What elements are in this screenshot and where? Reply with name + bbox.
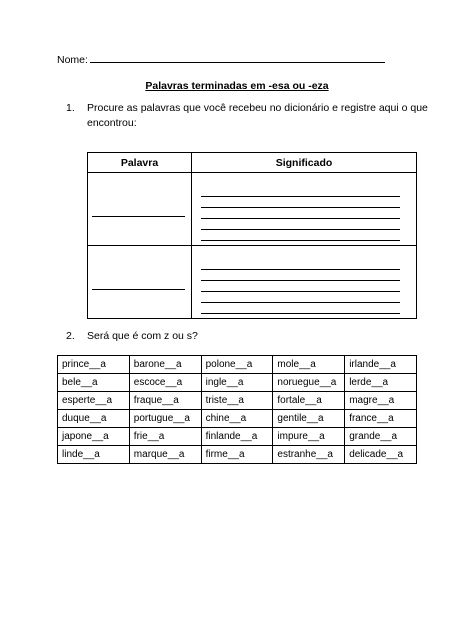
word-cell[interactable]: barone__a	[129, 356, 201, 374]
word-cell[interactable]: irlande__a	[345, 356, 417, 374]
word-cell[interactable]: fraque__a	[129, 392, 201, 410]
column-header-significado: Significado	[192, 153, 417, 173]
word-cell[interactable]: escoce__a	[129, 374, 201, 392]
word-cell[interactable]: gentile__a	[273, 410, 345, 428]
question-2-text: Será que é com z ou s?	[87, 330, 198, 342]
table-row	[58, 446, 417, 464]
word-cell[interactable]: grande__a	[345, 428, 417, 446]
words-table	[57, 355, 417, 464]
word-cell[interactable]: frie__a	[129, 428, 201, 446]
name-blank[interactable]	[90, 53, 385, 63]
word-cell[interactable]: firme__a	[201, 446, 273, 464]
word-cell[interactable]	[88, 173, 192, 246]
word-cell[interactable]: prince__a	[58, 356, 130, 374]
word-cell[interactable]: esperte__a	[58, 392, 130, 410]
word-cell[interactable]: triste__a	[201, 392, 273, 410]
meaning-lines	[201, 186, 400, 241]
meaning-lines	[201, 259, 400, 314]
meaning-row	[88, 246, 417, 319]
table-row	[58, 410, 417, 428]
word-cell[interactable]: ingle__a	[201, 374, 273, 392]
name-label: Nome:	[57, 54, 88, 66]
word-cell[interactable]: mole__a	[273, 356, 345, 374]
question-1	[66, 101, 426, 133]
question-1-text-line1: Procure as palavras que você recebeu no dicionário e registre aqui o que	[87, 102, 428, 114]
word-cell[interactable]: portugue__a	[129, 410, 201, 428]
word-cell[interactable]: impure__a	[273, 428, 345, 446]
question-1-number: 1.	[66, 102, 75, 114]
word-cell[interactable]: bele__a	[58, 374, 130, 392]
word-cell[interactable]: noruegue__a	[273, 374, 345, 392]
word-cell[interactable]: lerde__a	[345, 374, 417, 392]
word-cell[interactable]: estranhe__a	[273, 446, 345, 464]
meaning-cell[interactable]	[192, 246, 417, 319]
question-2-number: 2.	[66, 330, 75, 342]
word-cell[interactable]: japone__a	[58, 428, 130, 446]
word-blank	[92, 289, 185, 290]
word-cell[interactable]: fortale__a	[273, 392, 345, 410]
question-1-text-line2: encontrou:	[87, 117, 137, 129]
word-cell[interactable]: finlande__a	[201, 428, 273, 446]
word-cell[interactable]: polone__a	[201, 356, 273, 374]
table-row	[58, 428, 417, 446]
table-row	[58, 374, 417, 392]
word-cell[interactable]: magre__a	[345, 392, 417, 410]
word-cell[interactable]: linde__a	[58, 446, 130, 464]
table-row	[58, 392, 417, 410]
word-blank	[92, 216, 185, 217]
worksheet-title: Palavras terminadas em -esa ou -eza	[145, 80, 329, 92]
meaning-table	[87, 152, 417, 319]
word-cell[interactable]: duque__a	[58, 410, 130, 428]
word-cell[interactable]: marque__a	[129, 446, 201, 464]
meaning-row	[88, 173, 417, 246]
word-cell[interactable]: france__a	[345, 410, 417, 428]
column-header-palavra: Palavra	[88, 153, 192, 173]
word-cell[interactable]: chine__a	[201, 410, 273, 428]
table-row	[58, 356, 417, 374]
word-cell[interactable]	[88, 246, 192, 319]
word-cell[interactable]: delicade__a	[345, 446, 417, 464]
question-2	[66, 329, 266, 345]
meaning-cell[interactable]	[192, 173, 417, 246]
name-field	[57, 53, 385, 66]
